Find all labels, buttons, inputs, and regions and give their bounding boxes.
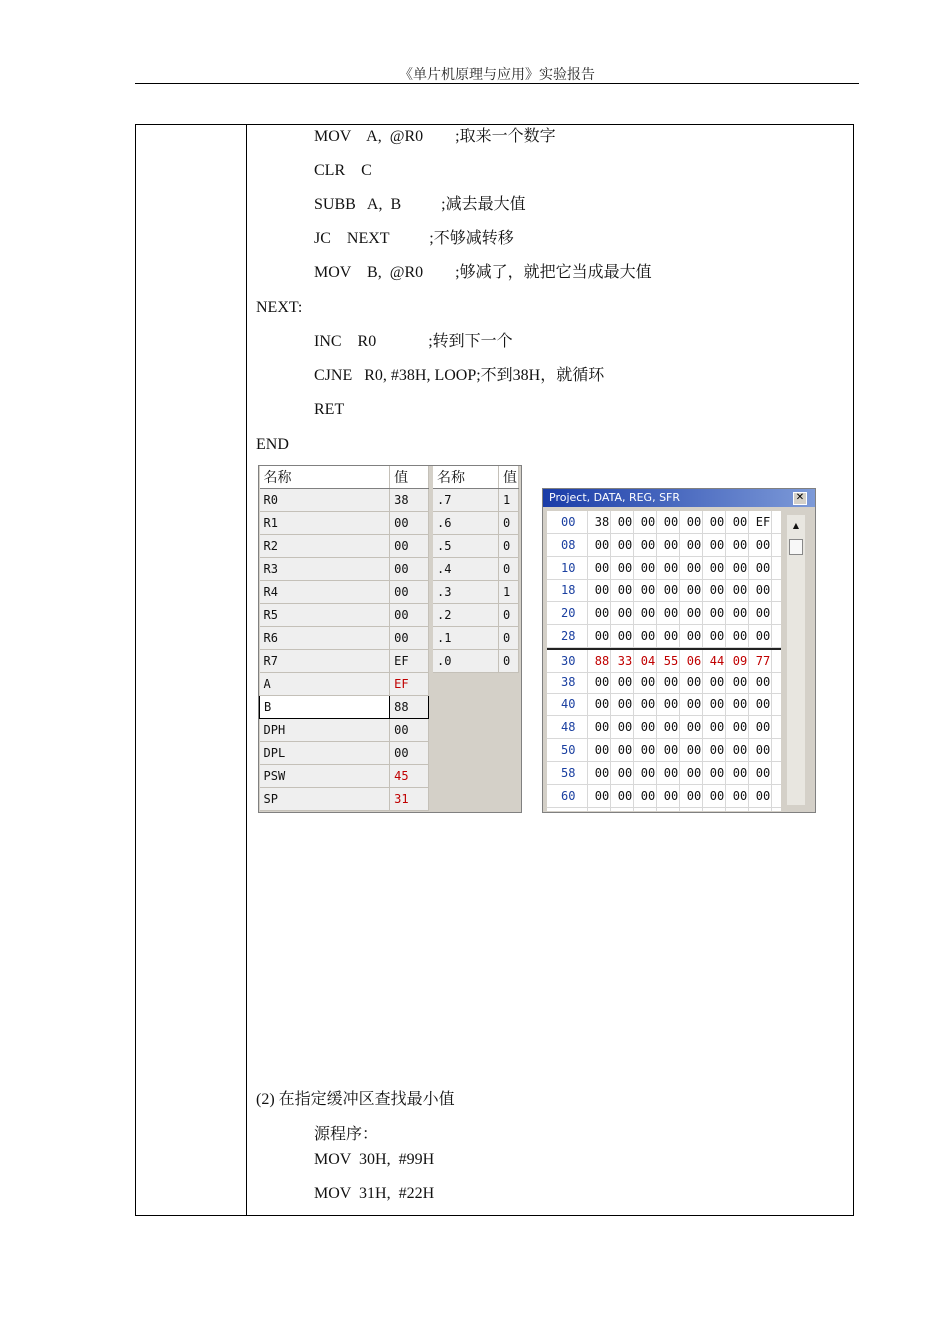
table-column-divider xyxy=(246,124,247,1216)
memory-row xyxy=(547,534,781,557)
memory-byte[interactable]: 00 xyxy=(640,515,656,529)
memory-byte[interactable]: 00 xyxy=(755,720,771,735)
memory-byte[interactable]: 00 xyxy=(709,788,725,803)
memory-address: 40 xyxy=(561,697,576,712)
memory-byte[interactable]: 00 xyxy=(663,515,679,529)
memory-byte[interactable]: 00 xyxy=(640,720,656,735)
memory-row xyxy=(547,785,781,808)
memory-byte[interactable]: 00 xyxy=(709,583,725,598)
memory-byte[interactable]: 00 xyxy=(594,537,610,552)
psw-bit-row[interactable] xyxy=(433,581,519,604)
register-value[interactable]: 00 xyxy=(390,604,429,627)
bit-value[interactable]: 1 xyxy=(499,489,519,512)
memory-byte[interactable]: 00 xyxy=(617,765,633,780)
register-name: SP xyxy=(260,788,390,811)
memory-address: 08 xyxy=(561,537,576,552)
memory-row xyxy=(547,557,781,580)
bit-value[interactable]: 0 xyxy=(499,558,519,581)
register-row[interactable] xyxy=(260,788,429,811)
memory-byte[interactable]: 00 xyxy=(755,788,771,803)
register-name: R6 xyxy=(260,627,390,650)
memory-byte[interactable]: 00 xyxy=(617,560,633,575)
bit-name: .1 xyxy=(433,627,499,650)
memory-byte[interactable]: 00 xyxy=(709,697,725,712)
memory-byte[interactable]: 00 xyxy=(663,537,679,552)
memory-byte[interactable]: 00 xyxy=(617,697,633,712)
memory-byte[interactable]: 00 xyxy=(686,583,702,598)
memory-byte[interactable]: 00 xyxy=(594,583,610,598)
memory-byte[interactable]: 00 xyxy=(732,560,748,575)
memory-window-title[interactable] xyxy=(543,489,815,507)
register-row[interactable] xyxy=(260,604,429,627)
register-name: R4 xyxy=(260,581,390,604)
memory-byte[interactable]: 00 xyxy=(709,606,725,621)
register-name: R1 xyxy=(260,512,390,535)
memory-byte[interactable]: 00 xyxy=(663,674,679,689)
code-line: JC NEXT ;不够减转移 xyxy=(314,230,514,247)
memory-byte[interactable]: 00 xyxy=(663,697,679,712)
memory-byte[interactable]: 00 xyxy=(686,743,702,757)
memory-byte[interactable]: 00 xyxy=(663,560,679,575)
memory-byte[interactable]: 00 xyxy=(617,629,633,643)
memory-byte[interactable]: 00 xyxy=(755,765,771,780)
register-value[interactable]: EF xyxy=(390,673,429,696)
code-line: INC R0 ;转到下一个 xyxy=(314,333,513,350)
memory-byte[interactable]: 00 xyxy=(755,743,771,757)
memory-byte[interactable]: 00 xyxy=(732,720,748,735)
memory-byte[interactable]: 00 xyxy=(594,697,610,712)
memory-row xyxy=(547,739,781,762)
memory-byte[interactable]: 00 xyxy=(640,697,656,712)
memory-byte[interactable]: 00 xyxy=(640,583,656,598)
memory-address: 28 xyxy=(561,629,576,643)
register-row[interactable] xyxy=(260,512,429,535)
register-name: R2 xyxy=(260,535,390,558)
register-row[interactable] xyxy=(260,742,429,765)
scroll-up-arrow-icon[interactable]: ▲ xyxy=(792,521,800,530)
memory-byte[interactable]: 00 xyxy=(686,697,702,712)
bit-value[interactable]: 0 xyxy=(499,650,519,673)
register-row[interactable] xyxy=(260,581,429,604)
memory-address: 50 xyxy=(561,743,576,757)
memory-byte[interactable]: 00 xyxy=(594,720,610,735)
memory-byte[interactable]: 77 xyxy=(755,653,771,668)
memory-byte[interactable]: 00 xyxy=(732,674,748,689)
psw-bit-row[interactable] xyxy=(433,650,519,673)
memory-byte[interactable]: 00 xyxy=(732,765,748,780)
memory-byte[interactable]: 00 xyxy=(686,765,702,780)
memory-byte[interactable]: 00 xyxy=(686,560,702,575)
memory-byte[interactable]: 00 xyxy=(732,537,748,552)
memory-byte[interactable]: 00 xyxy=(686,629,702,643)
bit-value-header[interactable]: 值 xyxy=(499,466,519,489)
memory-byte[interactable]: 00 xyxy=(663,629,679,643)
register-row[interactable] xyxy=(260,627,429,650)
register-value[interactable]: EF xyxy=(390,650,429,673)
register-value[interactable]: 45 xyxy=(390,765,429,788)
bit-name: .4 xyxy=(433,558,499,581)
register-name: PSW xyxy=(260,765,390,788)
code-line: CJNE R0, #38H, LOOP;不到38H，就循环 xyxy=(314,367,605,384)
memory-byte[interactable]: 00 xyxy=(617,743,633,757)
register-row[interactable] xyxy=(260,719,429,742)
psw-bit-row[interactable] xyxy=(433,489,519,512)
code-line: NEXT: xyxy=(256,299,303,316)
memory-byte[interactable]: 38 xyxy=(594,515,610,529)
memory-byte[interactable]: 00 xyxy=(732,743,748,757)
code-line: MOV B, @R0 ;够减了，就把它当成最大值 xyxy=(314,264,652,281)
memory-byte[interactable]: 00 xyxy=(663,743,679,757)
code-line: SUBB A, B ;减去最大值 xyxy=(314,196,526,213)
source-label: 源程序： xyxy=(314,1126,379,1143)
register-value-header[interactable]: 值 xyxy=(390,466,429,489)
bit-value[interactable]: 0 xyxy=(499,604,519,627)
section2-line-1: MOV 30H, #99H xyxy=(314,1151,435,1168)
register-name: R3 xyxy=(260,558,390,581)
memory-byte[interactable]: 00 xyxy=(755,697,771,712)
psw-bit-row[interactable] xyxy=(433,558,519,581)
memory-byte[interactable]: 00 xyxy=(709,765,725,780)
memory-row xyxy=(547,579,781,602)
memory-byte[interactable]: 00 xyxy=(732,583,748,598)
register-value[interactable]: 31 xyxy=(390,788,429,811)
bit-name: .5 xyxy=(433,535,499,558)
memory-byte[interactable]: 00 xyxy=(617,583,633,598)
code-line: MOV A, @R0 ;取来一个数字 xyxy=(314,128,556,145)
memory-byte[interactable]: 00 xyxy=(755,674,771,689)
memory-byte[interactable]: 00 xyxy=(617,788,633,803)
memory-byte[interactable]: 09 xyxy=(732,653,748,668)
memory-byte[interactable]: 00 xyxy=(617,720,633,735)
bit-value[interactable]: 0 xyxy=(499,627,519,650)
memory-address: 60 xyxy=(561,788,576,803)
register-row[interactable] xyxy=(260,489,429,512)
memory-byte[interactable]: 55 xyxy=(663,653,679,668)
memory-address: 38 xyxy=(561,674,576,689)
bit-name: .6 xyxy=(433,512,499,535)
memory-byte[interactable]: 00 xyxy=(663,788,679,803)
memory-byte[interactable]: 00 xyxy=(709,537,725,552)
register-value[interactable]: 00 xyxy=(390,535,429,558)
memory-byte[interactable]: 00 xyxy=(594,560,610,575)
psw-bit-table xyxy=(433,466,519,673)
register-row[interactable] xyxy=(260,765,429,788)
memory-byte[interactable]: 00 xyxy=(686,537,702,552)
memory-byte[interactable]: 00 xyxy=(755,583,771,598)
memory-byte[interactable]: 00 xyxy=(732,697,748,712)
memory-byte[interactable]: 00 xyxy=(617,606,633,621)
memory-window xyxy=(542,488,816,813)
memory-byte[interactable]: EF xyxy=(755,515,771,529)
code-line: CLR C xyxy=(314,162,372,179)
psw-bit-row[interactable] xyxy=(433,535,519,558)
section2-line-2: MOV 31H, #22H xyxy=(314,1185,435,1202)
memory-byte[interactable]: 00 xyxy=(755,606,771,621)
memory-byte[interactable]: 00 xyxy=(640,765,656,780)
register-value[interactable]: 00 xyxy=(390,719,429,742)
memory-address: 20 xyxy=(561,606,576,621)
register-table xyxy=(259,466,429,811)
register-name: R7 xyxy=(260,650,390,673)
memory-address: 00 xyxy=(561,515,576,529)
memory-byte[interactable]: 00 xyxy=(686,674,702,689)
bit-value[interactable]: 0 xyxy=(499,535,519,558)
memory-row xyxy=(547,602,781,625)
register-row[interactable] xyxy=(260,558,429,581)
memory-byte[interactable]: 00 xyxy=(686,606,702,621)
bit-value[interactable]: 0 xyxy=(499,512,519,535)
memory-byte[interactable]: 00 xyxy=(755,629,771,643)
register-window xyxy=(258,465,522,813)
register-value[interactable]: 00 xyxy=(390,581,429,604)
register-row[interactable] xyxy=(260,650,429,673)
register-name-header[interactable]: 名称 xyxy=(260,466,390,489)
memory-address: 30 xyxy=(561,653,576,668)
register-value[interactable]: 00 xyxy=(390,627,429,650)
code-line: END xyxy=(256,436,289,453)
bit-value[interactable]: 1 xyxy=(499,581,519,604)
memory-grid xyxy=(547,511,781,811)
memory-row xyxy=(547,671,781,694)
register-name: R5 xyxy=(260,604,390,627)
memory-byte[interactable]: 00 xyxy=(732,629,748,643)
memory-row xyxy=(547,625,781,648)
vertical-scrollbar[interactable] xyxy=(787,515,805,805)
psw-bit-row[interactable] xyxy=(433,512,519,535)
memory-address: 58 xyxy=(561,765,576,780)
register-value[interactable]: 38 xyxy=(390,489,429,512)
memory-byte[interactable]: 00 xyxy=(732,606,748,621)
memory-byte[interactable]: 00 xyxy=(709,674,725,689)
register-row[interactable] xyxy=(260,696,429,719)
memory-byte[interactable]: 00 xyxy=(755,537,771,552)
memory-window-title-text: Project, DATA, REG, SFR xyxy=(549,491,681,504)
bit-name: .7 xyxy=(433,489,499,512)
memory-row xyxy=(547,693,781,716)
memory-byte[interactable]: 00 xyxy=(594,788,610,803)
close-icon[interactable]: ✕ xyxy=(793,492,807,505)
memory-byte[interactable]: 00 xyxy=(640,606,656,621)
memory-byte[interactable]: 00 xyxy=(640,674,656,689)
register-value[interactable]: 00 xyxy=(390,512,429,535)
memory-byte[interactable]: 00 xyxy=(617,674,633,689)
memory-byte[interactable]: 00 xyxy=(709,560,725,575)
memory-byte[interactable]: 06 xyxy=(686,653,702,668)
memory-byte[interactable]: 00 xyxy=(709,515,725,529)
memory-byte[interactable]: 00 xyxy=(617,537,633,552)
memory-byte[interactable]: 00 xyxy=(755,560,771,575)
bit-name: .0 xyxy=(433,650,499,673)
memory-byte[interactable]: 00 xyxy=(663,583,679,598)
bit-name: .3 xyxy=(433,581,499,604)
register-name: DPH xyxy=(260,719,390,742)
memory-byte[interactable]: 00 xyxy=(640,537,656,552)
psw-bit-row[interactable] xyxy=(433,627,519,650)
memory-address: 10 xyxy=(561,560,576,575)
memory-byte[interactable]: 00 xyxy=(617,515,633,529)
memory-byte[interactable]: 00 xyxy=(709,720,725,735)
memory-byte[interactable]: 00 xyxy=(732,515,748,529)
bit-name: .2 xyxy=(433,604,499,627)
memory-address: 18 xyxy=(561,583,576,598)
scroll-thumb[interactable] xyxy=(789,539,803,555)
memory-byte[interactable]: 33 xyxy=(617,653,633,668)
code-line: RET xyxy=(314,401,345,418)
memory-byte[interactable]: 44 xyxy=(709,653,725,668)
register-value[interactable]: 00 xyxy=(390,558,429,581)
memory-byte[interactable]: 00 xyxy=(640,743,656,757)
memory-row xyxy=(547,716,781,739)
memory-byte[interactable]: 00 xyxy=(663,720,679,735)
memory-byte[interactable]: 88 xyxy=(594,653,610,668)
memory-row xyxy=(547,648,781,673)
memory-byte[interactable]: 00 xyxy=(594,674,610,689)
memory-byte[interactable]: 00 xyxy=(640,560,656,575)
memory-byte[interactable]: 00 xyxy=(709,629,725,643)
memory-byte[interactable]: 00 xyxy=(686,788,702,803)
register-name: A xyxy=(260,673,390,696)
memory-address: 48 xyxy=(561,720,576,735)
memory-row xyxy=(547,762,781,785)
register-row[interactable] xyxy=(260,673,429,696)
register-name: DPL xyxy=(260,742,390,765)
memory-byte[interactable]: 04 xyxy=(640,653,656,668)
memory-row xyxy=(547,511,781,534)
memory-byte[interactable]: 00 xyxy=(640,629,656,643)
register-name: R0 xyxy=(260,489,390,512)
memory-byte[interactable]: 00 xyxy=(663,765,679,780)
bit-name-header[interactable]: 名称 xyxy=(433,466,499,489)
memory-byte[interactable]: 00 xyxy=(663,606,679,621)
memory-byte[interactable]: 00 xyxy=(594,765,610,780)
memory-byte[interactable]: 00 xyxy=(594,629,610,643)
memory-byte[interactable]: 00 xyxy=(594,743,610,757)
memory-byte[interactable]: 00 xyxy=(640,788,656,803)
memory-byte[interactable]: 00 xyxy=(732,788,748,803)
memory-byte[interactable]: 00 xyxy=(594,606,610,621)
section2-heading: (2) 在指定缓冲区查找最小值 xyxy=(256,1091,455,1108)
register-value[interactable]: 00 xyxy=(390,742,429,765)
register-value[interactable]: 88 xyxy=(390,696,429,719)
memory-byte[interactable]: 00 xyxy=(709,743,725,757)
page-header: 《单片机原理与应用》实验报告 xyxy=(399,68,595,83)
register-row[interactable] xyxy=(260,535,429,558)
memory-byte[interactable]: 00 xyxy=(686,720,702,735)
memory-byte[interactable]: 00 xyxy=(686,515,702,529)
psw-bit-row[interactable] xyxy=(433,604,519,627)
header-rule xyxy=(135,83,859,84)
register-name: B xyxy=(260,696,390,719)
